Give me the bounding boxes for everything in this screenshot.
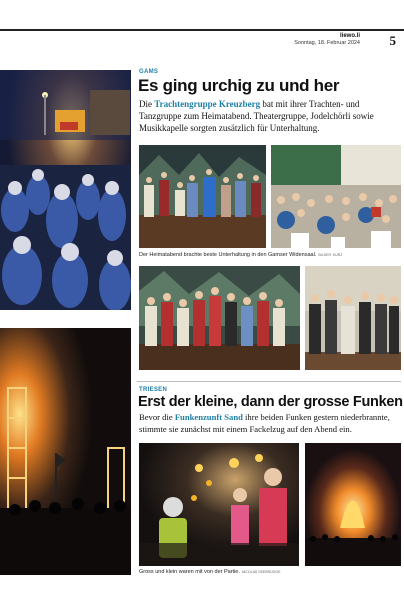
article1-highlight: Trachtengruppe Kreuzberg	[154, 99, 261, 109]
article1-caption: Der Heimatabend brachte beste Unterhaltung in den Gamser Widensaal. BILDER: KURZ	[139, 252, 343, 258]
article-divider	[137, 381, 401, 382]
article2-highlight: Funkenzunft Sand	[174, 412, 243, 422]
photo-big-funken	[305, 443, 401, 566]
photo-funken-fire	[0, 328, 131, 575]
photo-folk-dancers	[139, 266, 300, 370]
photo-heimatabend-stage	[139, 145, 266, 248]
article1-kicker: GAMS	[139, 69, 159, 75]
article2-credit: NICOLAS SEEBRÜGGE	[241, 570, 281, 574]
article2-lead: Bevor die Funkenzunft Sand ihre beiden Funken gestern niederbrannte, stimmte sie zunächst mit einem Fackelzug auf den Abend ein.	[139, 412, 390, 434]
article2-caption: Gross und klein waren mit von der Partie. NICOLAS SEEBRÜGGE	[139, 569, 281, 575]
article2-kicker: TRIESEN	[139, 387, 168, 393]
photo-torch-procession	[139, 443, 299, 566]
header-source: liewo.li	[339, 33, 360, 39]
header-rule	[0, 29, 404, 31]
article1-headline: Es ging urchig zu und her	[138, 76, 340, 95]
header-date: Sonntag, 18. Februar 2024	[294, 40, 360, 46]
photo-audience-hall	[271, 145, 401, 248]
photo-carnival-parade	[0, 70, 131, 310]
article1-credit: BILDER: KURZ	[318, 253, 343, 257]
page-number: 5	[389, 33, 396, 48]
article2-headline: Erst der kleine, dann der grosse Funken	[138, 394, 403, 410]
photo-jodel-choir	[305, 266, 401, 370]
article1-lead: Die Trachtengruppe Kreuzberg bat mit ihrer Trachten- und Tanzgruppe zum Heimatabend. Theatergruppe, Jodelchörli sowie Musikkapelle sorgten zusätzlich für Unterhaltung.	[139, 99, 374, 133]
top-band	[0, 0, 404, 28]
